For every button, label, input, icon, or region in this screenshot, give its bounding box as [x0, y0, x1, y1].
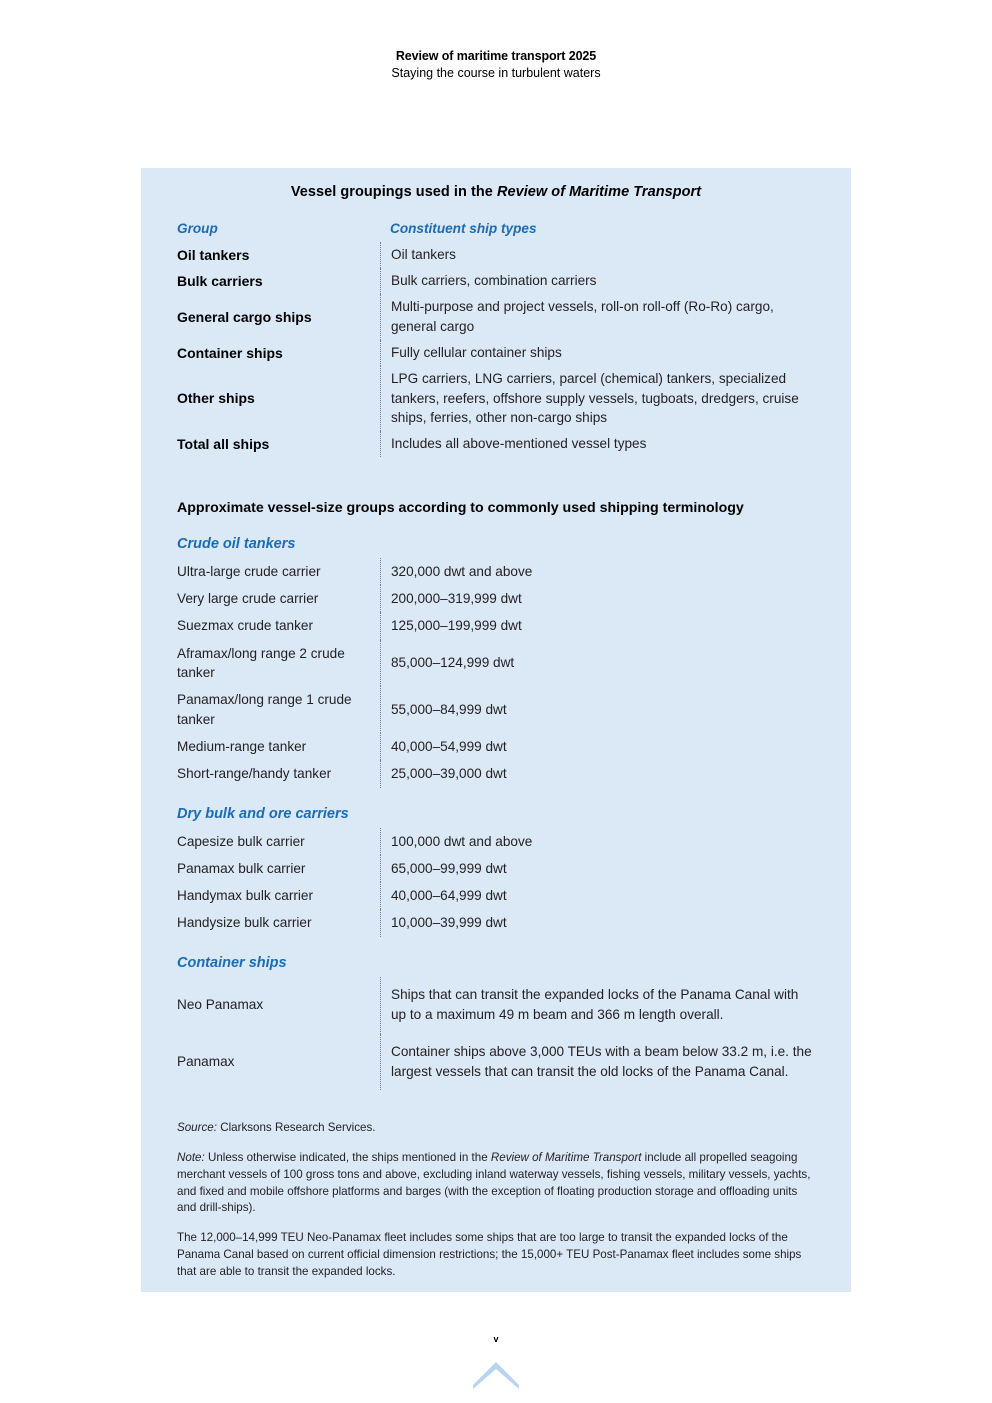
table-row: Ships that can transit the expanded locks of the Panama Canal with up to a maximum 49 m beam and 366 m length overall. [380, 977, 815, 1034]
table-row: Panamax [177, 1053, 235, 1069]
group-types: Multi-purpose and project vessels, roll-on roll-off (Ro-Ro) cargo, general cargo [391, 299, 774, 334]
group-label: Container ships [177, 344, 283, 361]
table-row [177, 366, 380, 431]
running-head-subtitle: Staying the course in turbulent waters [391, 65, 601, 80]
table-row [177, 242, 380, 268]
group-label: General cargo ships [177, 308, 312, 325]
column-header-group: Group [177, 221, 218, 236]
note-text-1: Unless otherwise indicated, the ships mentioned in the [204, 1151, 491, 1165]
table-row [177, 268, 380, 294]
table-row: Ultra-large crude carrier [177, 563, 321, 579]
table-row: 200,000–319,999 dwt [380, 585, 815, 612]
group-types: Bulk carriers, combination carriers [391, 273, 597, 289]
table-row [380, 268, 815, 294]
table-row: 40,000–54,999 dwt [380, 733, 815, 760]
container-ships-table [177, 977, 815, 1091]
source-line [177, 1120, 815, 1137]
box-title-italic: Review of Maritime Transport [496, 184, 702, 200]
table-row: Aframax/long range 2 crude tanker [177, 645, 345, 681]
table-row: Panamax bulk carrier [177, 860, 306, 876]
table-row: Short-range/handy tanker [177, 766, 332, 782]
table-row [177, 340, 380, 366]
source-label: Source: [177, 1121, 217, 1135]
table-row: 100,000 dwt and above [380, 828, 815, 855]
table-row: 40,000–64,999 dwt [380, 882, 815, 909]
table-row: 25,000–39,000 dwt [380, 760, 815, 787]
size-groups-heading: Approximate vessel-size groups according to commonly used shipping terminology [177, 500, 744, 517]
note-paragraph-1 [177, 1150, 815, 1217]
table-row [380, 242, 815, 268]
box-title [177, 184, 815, 200]
group-types: Includes all above-mentioned vessel types [391, 436, 647, 452]
table-row: 85,000–124,999 dwt [380, 640, 815, 687]
table-row [380, 294, 815, 339]
box-title-plain: Vessel groupings used in the [290, 184, 497, 200]
table-row: 125,000–199,999 dwt [380, 612, 815, 639]
group-label: Total all ships [177, 436, 270, 453]
table-row: Container ships above 3,000 TEUs with a beam below 33.2 m, i.e. the largest vessels that can transit the old locks of the Panama Canal. [380, 1034, 815, 1091]
table-row: Suezmax crude tanker [177, 618, 314, 634]
running-head-title: Review of maritime transport 2025 [395, 49, 597, 63]
source-text: Clarksons Research Services. [216, 1121, 376, 1135]
table-row: Handymax bulk carrier [177, 888, 313, 904]
table-row: 65,000–99,999 dwt [380, 855, 815, 882]
table-row: Handysize bulk carrier [177, 915, 312, 931]
table-row: Very large crude carrier [177, 591, 319, 607]
table-row: 55,000–84,999 dwt [380, 686, 815, 733]
page-number: v [493, 1334, 499, 1344]
note-label: Note: [177, 1151, 205, 1165]
crude-oil-tankers-heading: Crude oil tankers [177, 535, 296, 552]
note-paragraph-2: The 12,000–14,999 TEU Neo-Panamax fleet includes some ships that are too large to transit the expanded locks of the Panama Canal based on current official dimension restrictions; the 15,000+ TEU Post-Panamax fleet includes some ships that are able to transit the expanded locks. [177, 1231, 802, 1278]
table-row [380, 340, 815, 366]
group-label: Other ships [177, 390, 255, 407]
table-row [380, 431, 815, 457]
group-label: Oil tankers [177, 246, 250, 263]
container-ships-heading: Container ships [177, 954, 287, 971]
running-head [0, 48, 992, 82]
note-italic-1: Review of Maritime Transport [490, 1151, 642, 1165]
table-row [380, 366, 815, 431]
dry-bulk-heading: Dry bulk and ore carriers [177, 805, 349, 822]
group-label: Bulk carriers [177, 273, 263, 289]
group-types: Fully cellular container ships [391, 345, 562, 360]
table-row: Panamax/long range 1 crude tanker [177, 692, 352, 727]
table-row: Medium-range tanker [177, 738, 307, 754]
group-types: Oil tankers [391, 247, 456, 262]
table-row: Neo Panamax [177, 996, 264, 1012]
group-types: LPG carriers, LNG carriers, parcel (chemical) tankers, specialized tankers, reefers, offshore supply vessels, tugboats, dredgers, cruise ships, ferries, other non-cargo ships [391, 371, 799, 426]
table-row [177, 294, 380, 339]
info-box-panel [141, 168, 851, 1292]
column-header-constituent: Constituent ship types [390, 221, 537, 236]
table-row: 320,000 dwt and above [380, 558, 815, 585]
crude-oil-tankers-table [177, 558, 815, 788]
table-row: 10,000–39,999 dwt [380, 909, 815, 936]
vessel-groupings-table [177, 216, 815, 457]
table-row [177, 431, 380, 457]
chevron-up-icon [472, 1360, 520, 1390]
table-row: Capesize bulk carrier [177, 833, 305, 849]
dry-bulk-table [177, 828, 815, 937]
notes-block [177, 1120, 815, 1280]
note-text-2: include all propelled seagoing merchant vessels of 100 gross tons and above, excluding inland waterway vessels, fishing vessels, military vessels, yachts, and fixed and mobile offshore platforms and barges (with the exception of floating production storage and offloading units and drill-ships). [177, 1151, 811, 1215]
